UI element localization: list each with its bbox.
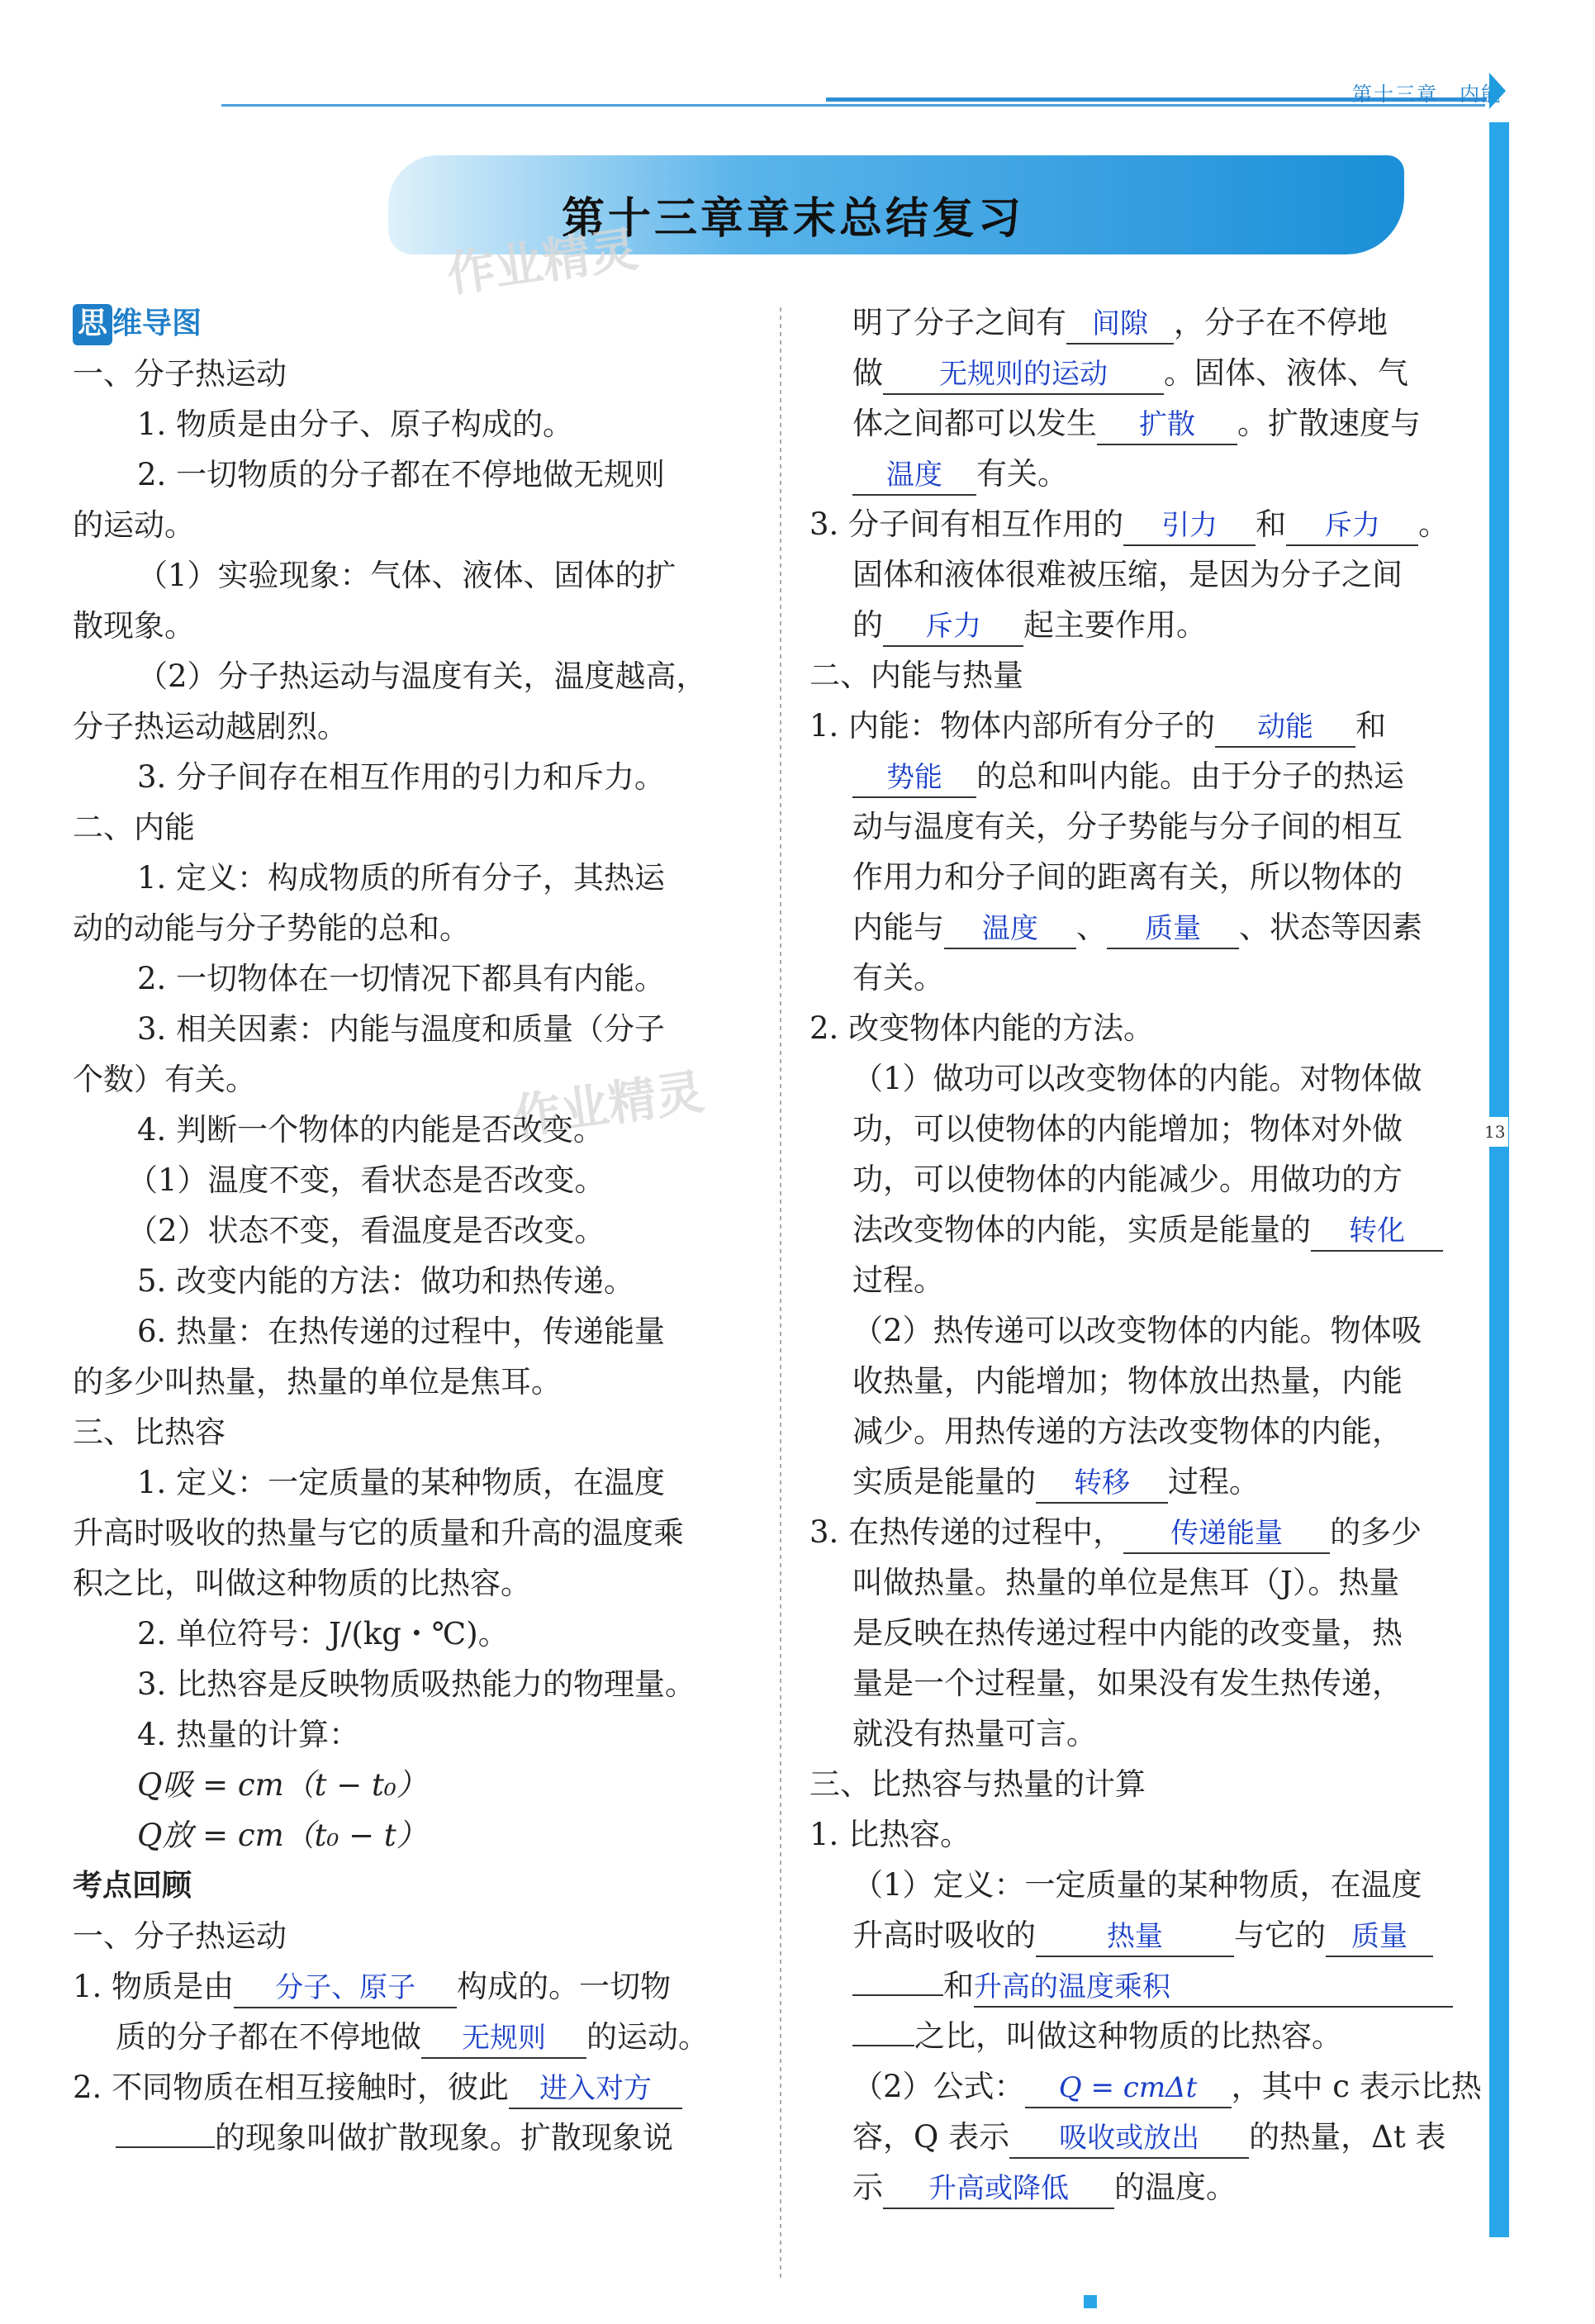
text-line: 做 无规则的运动 。固体、液体、气 (809, 348, 1470, 398)
answer-blank: 分子、原子 (234, 1969, 457, 2008)
text-line: 升高时吸收的 热量 与它的 质量 (809, 1910, 1470, 1960)
answer-blank: 升高的温度乘积 (974, 1968, 1453, 2008)
answer-blank: 质量 (1107, 910, 1239, 949)
answer-blank (852, 2045, 914, 2046)
text-line: 三、比热容 (73, 1414, 225, 1450)
mindmap-heading: 思 维导图 (73, 297, 742, 349)
text-line: 过程。 (852, 1262, 944, 1298)
text-line: 个数）有关。 (73, 1062, 256, 1097)
text-line: 散现象。 (73, 608, 195, 644)
text-line: 3. 分子间存在相互作用的引力和斥力。 (137, 759, 666, 795)
answer-blank: 质量 (1326, 1918, 1433, 1957)
text-line: 叫做热量。热量的单位是焦耳（J）。热量 (852, 1565, 1400, 1600)
text-line: 功，可以使物体的内能增加；物体对外做 (852, 1111, 1403, 1147)
text-line: 量是一个过程量，如果没有发生热传递， (852, 1666, 1403, 1701)
text-line: （1）实验现象：气体、液体、固体的扩 (137, 558, 676, 593)
text-line: 的多少叫热量，热量的单位是焦耳。 (73, 1364, 562, 1400)
answer-blank: 无规则的运动 (883, 355, 1164, 395)
text-line: （2）分子热运动与温度有关，温度越高， (137, 658, 707, 694)
text-line: 升高时吸收的热量与它的质量和升高的温度乘 (73, 1515, 684, 1551)
formula-line: Q放 = cm（t₀ − t） (137, 1818, 427, 1853)
answer-blank: 斥力 (883, 607, 1023, 647)
question-line: 质的分子都在不停地做 无规则 的运动。 (73, 2012, 742, 2062)
text-line: 2. 单位符号：J/(kg・℃)。 (137, 1616, 509, 1652)
header-line (221, 104, 1485, 107)
answer-blank: 热量 (1036, 1918, 1234, 1957)
answer-blank: 间隙 (1066, 305, 1174, 345)
text-line: 1. 内能：物体内部所有分子的 动能 和 (809, 701, 1470, 751)
answer-blank: 传递能量 (1123, 1514, 1330, 1554)
answer-blank: 温度 (852, 456, 976, 496)
text-line: 有关。 (852, 960, 944, 996)
text-line: 固体和液体很难被压缩，是因为分子之间 (852, 557, 1403, 592)
answer-blank: 进入对方 (509, 2070, 682, 2109)
answer-blank: 吸收或放出 (1009, 2119, 1249, 2159)
answer-blank: 动能 (1215, 708, 1355, 748)
answer-blank: 无规则 (421, 2019, 586, 2059)
text-line: 3. 在热传递的过程中， 传递能量 的多少 (809, 1507, 1470, 1557)
text-line: 和升高的温度乘积 (809, 1960, 1470, 2011)
text-line: 的运动。 (73, 507, 195, 543)
text-line: 作用力和分子间的距离有关，所以物体的 (852, 859, 1403, 895)
answer-blank: 转移 (1036, 1464, 1168, 1504)
text-line: 功，可以使物体的内能减少。用做功的方 (852, 1162, 1403, 1197)
answer-blank: 转化 (1311, 1212, 1443, 1252)
text-line: 2. 一切物体在一切情况下都具有内能。 (137, 961, 666, 996)
text-line: 实质是能量的 转移 过程。 (809, 1457, 1470, 1507)
text-line: 二、内能与热量 (809, 658, 1023, 693)
answer-blank: 温度 (944, 910, 1076, 949)
text-line: 2. 一切物质的分子都在不停地做无规则 (137, 457, 666, 492)
think-icon: 思 (73, 304, 112, 345)
text-line: （2）状态不变，看温度是否改变。 (127, 1213, 605, 1248)
text-line: 3. 分子间有相互作用的 引力 和 斥力 。 (809, 499, 1470, 549)
text-line: 1. 物质是由分子、原子构成的。 (137, 406, 574, 442)
answer-blank: 扩散 (1097, 406, 1237, 445)
text-line: 法改变物体的内能，实质是能量的 转化 (809, 1205, 1470, 1255)
answer-blank (852, 1994, 943, 1996)
text-line: 3. 相关因素：内能与温度和质量（分子 (137, 1011, 666, 1047)
answer-blank (116, 2146, 215, 2148)
text-line: （1）定义：一定质量的某种物质，在温度 (852, 1867, 1422, 1903)
column-divider (780, 307, 781, 2282)
text-line: 3. 比热容是反映物质吸热能力的物理量。 (137, 1666, 696, 1702)
text-line: 体之间都可以发生 扩散 。扩散速度与 (809, 398, 1470, 449)
text-line: 动与温度有关，分子势能与分子间的相互 (852, 809, 1403, 844)
left-column (73, 297, 742, 2163)
question-line: 2. 不同物质在相互接触时，彼此 进入对方 (73, 2062, 742, 2113)
text-line: 4. 热量的计算： (137, 1717, 360, 1752)
text-line: 示 升高或降低 的温度。 (809, 2162, 1470, 2212)
text-line: 容，Q 表示 吸收或放出 的热量，Δt 表 (809, 2112, 1470, 2162)
page-number: 13 (1481, 1117, 1508, 1147)
text-line: 一、分子热运动 (73, 1918, 287, 1954)
review-heading: 考点回顾 (73, 1869, 192, 1903)
watermark: 作业精灵 (444, 221, 642, 303)
answer-blank: 斥力 (1286, 506, 1418, 546)
text-line: 动的动能与分子势能的总和。 (73, 910, 470, 946)
answer-blank: 升高或降低 (883, 2170, 1114, 2209)
text-line: 分子热运动越剧烈。 (73, 709, 348, 744)
formula-line: Q吸 = cm（t − t₀） (137, 1767, 427, 1803)
text-line: 1. 定义：一定质量的某种物质，在温度 (137, 1465, 666, 1500)
text-line: 二、内能 (73, 810, 195, 845)
text-line: 内能与 温度 、 质量 、状态等因素 (809, 902, 1470, 953)
text-line: （1）温度不变，看状态是否改变。 (127, 1162, 605, 1198)
question-line: 1. 物质是由 分子、原子 构成的。一切物 (73, 1961, 742, 2012)
answer-blank: 势能 (852, 758, 976, 798)
text-line: 6. 热量：在热传递的过程中，传递能量 (137, 1314, 666, 1349)
text-line: 1. 定义：构成物质的所有分子，其热运 (137, 860, 666, 896)
text-line: 2. 改变物体内能的方法。 (809, 1010, 1155, 1046)
text-line: （1）做功可以改变物体的内能。对物体做 (852, 1061, 1422, 1096)
watermark: 作业精灵 (510, 1063, 708, 1146)
text-line: 4. 判断一个物体的内能是否改变。 (137, 1112, 605, 1148)
page-sidebar-bar (1489, 122, 1509, 2237)
answer-blank: 引力 (1123, 506, 1256, 546)
chapter-header: 第十三章 内能 (1352, 83, 1502, 106)
text-line: 减少。用热传递的方法改变物体的内能， (852, 1414, 1403, 1449)
text-line: 三、比热容与热量的计算 (809, 1766, 1146, 1802)
text-line: 是反映在热传递过程中内能的改变量，热 (852, 1615, 1403, 1651)
text-line: 的 斥力 起主要作用。 (809, 600, 1470, 650)
text-line: 收热量，内能增加；物体放出热量，内能 (852, 1363, 1403, 1399)
text-line: 就没有热量可言。 (852, 1716, 1097, 1751)
right-column (809, 297, 1482, 2212)
text-line: （2）公式： Q = cmΔt ，其中 c 表示比热 (809, 2061, 1470, 2112)
text-line: 势能 的总和叫内能。由于分子的热运 (809, 751, 1470, 801)
text-line: （2）热传递可以改变物体的内能。物体吸 (852, 1313, 1422, 1348)
text-line: 一、分子热运动 (73, 356, 287, 392)
text-line: 温度 有关。 (809, 449, 1470, 499)
question-line: 的现象叫做扩散现象。扩散现象说 (73, 2113, 742, 2163)
answer-blank: Q = cmΔt (1025, 2069, 1232, 2108)
text-line: 1. 比热容。 (809, 1817, 971, 1852)
header-arrow-icon (1489, 73, 1506, 109)
page-end-marker (1084, 2295, 1097, 2308)
text-line: 明了分子之间有 间隙 ，分子在不停地 (809, 297, 1470, 348)
page-title: 第十三章章末总结复习 (561, 194, 1024, 244)
text-line: 之比，叫做这种物质的比热容。 (809, 2011, 1470, 2061)
text-line: 积之比，叫做这种物质的比热容。 (73, 1566, 531, 1601)
text-line: 5. 改变内能的方法：做功和热传递。 (137, 1263, 635, 1299)
